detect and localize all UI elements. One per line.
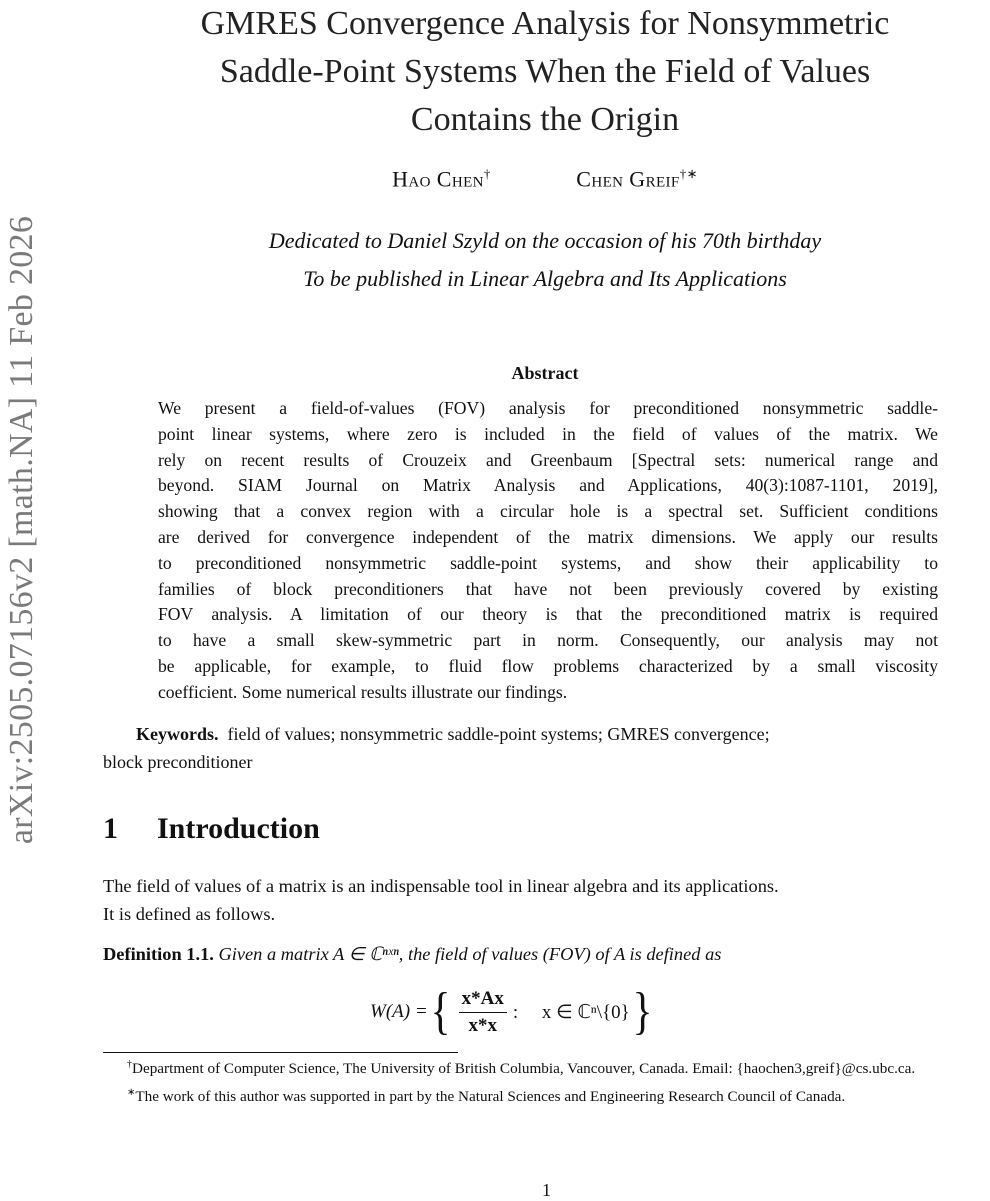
keywords-text: field of values; nonsymmetric saddle-point systems; GMRES convergence; [227,724,770,744]
footnote-mark: † [127,1059,132,1070]
dedication-line: Dedicated to Daniel Szyld on the occasion of his 70th birthday [268,228,822,253]
rayleigh-quotient-fraction [459,988,507,1037]
abstract-line: rely on recent results of Crouzeix and Greenbaum [Spectral sets: numerical range and [158,449,938,470]
page-number: 1 [542,1180,551,1200]
abstract-line: to have a small skew-symmetric part in norm. Consequently, our analysis may not [158,630,938,651]
section-heading-introduction [103,812,320,846]
author-chen-greif [576,166,698,192]
fov-formula [370,982,655,1042]
arxiv-identifier-stamp: arXiv:2505.07156v2 [math.NA] 11 Feb 2026 [3,215,40,845]
abstract-line: to preconditioned nonsymmetric saddle-point systems, and show their applicability to [158,552,938,573]
abstract-line: be applicable, for example, to fluid flow problems characterized by a small viscosity [158,655,938,676]
author-list [100,166,990,192]
abstract-body [158,396,938,706]
publication-note: To be published in Linear Algebra and Its Applications [303,266,787,291]
author-name: Chen Greif [576,166,680,192]
keywords-label: Keywords. [136,724,219,744]
right-brace: } [632,983,653,1040]
abstract-line: beyond. SIAM Journal on Matrix Analysis and Applications, 40(3):1087-1101, 2019], [158,475,938,496]
abstract-heading: Abstract [511,363,579,383]
introduction-paragraph [103,872,988,928]
section-number: 1 [103,812,118,845]
formula-lhs: W(A) = [370,1001,428,1022]
title-line: GMRES Convergence Analysis for Nonsymmetric [200,5,890,42]
keywords [103,720,988,776]
section-title: Introduction [157,812,320,845]
paper-title [100,0,990,144]
footnote-mark: ∗ [127,1086,136,1098]
author-hao-chen [392,166,491,192]
abstract-line: FOV analysis. A limitation of our theory is that the preconditioned matrix is required [158,604,938,625]
abstract-line: families of block preconditioners that have not been previously covered by existing [158,578,938,599]
abstract-line: are derived for convergence independent of the matrix dimensions. We apply our results [158,526,938,547]
paragraph-line: It is defined as follows. [103,904,276,924]
paragraph-line: The field of values of a matrix is an indispensable tool in linear algebra and its applications. [103,876,779,896]
fraction-denominator: x*x [468,1014,497,1036]
footnote-affiliation [103,1054,988,1080]
definition-label: Definition 1.1. [103,944,214,964]
keywords-text: block preconditioner [103,752,253,772]
footnote-divider [103,1052,458,1053]
author-affiliation-mark: † [483,166,491,181]
abstract-line: point linear systems, where zero is included in the field of values of the matrix. We [158,423,938,444]
dedication [100,222,990,298]
footnote-text: The work of this author was supported in part by the Natural Sciences and Engineering Research Council of Canada. [135,1087,846,1105]
fraction-bar [459,1012,507,1013]
footnote-text: Department of Computer Science, The University of British Columbia, Vancouver, Canada. Email: {haochen3,greif}@cs.ubc.ca. [132,1060,916,1078]
author-name: Hao Chen [392,166,484,192]
formula-set-condition: : x ∈ ℂⁿ\{0} [512,1001,630,1023]
footnote-funding [103,1082,988,1108]
abstract-line: We present a field-of-values (FOV) analysis for preconditioned nonsymmetric saddle- [158,398,938,418]
author-affiliation-mark: †∗ [679,166,698,181]
title-line: Saddle-Point Systems When the Field of Values [219,53,871,90]
footnotes [103,1054,988,1107]
left-brace: { [430,983,451,1040]
abstract-line: showing that a convex region with a circular hole is a spectral set. Sufficient conditions [158,501,938,522]
title-line: Contains the Origin [410,101,680,138]
definition-text: Given a matrix A ∈ ℂⁿˣⁿ, the field of values (FOV) of A is defined as [218,944,722,964]
fraction-numerator: x*Ax [461,987,504,1009]
abstract-line: coefficient. Some numerical results illustrate our findings. [158,681,568,702]
definition-1-1 [103,940,988,968]
